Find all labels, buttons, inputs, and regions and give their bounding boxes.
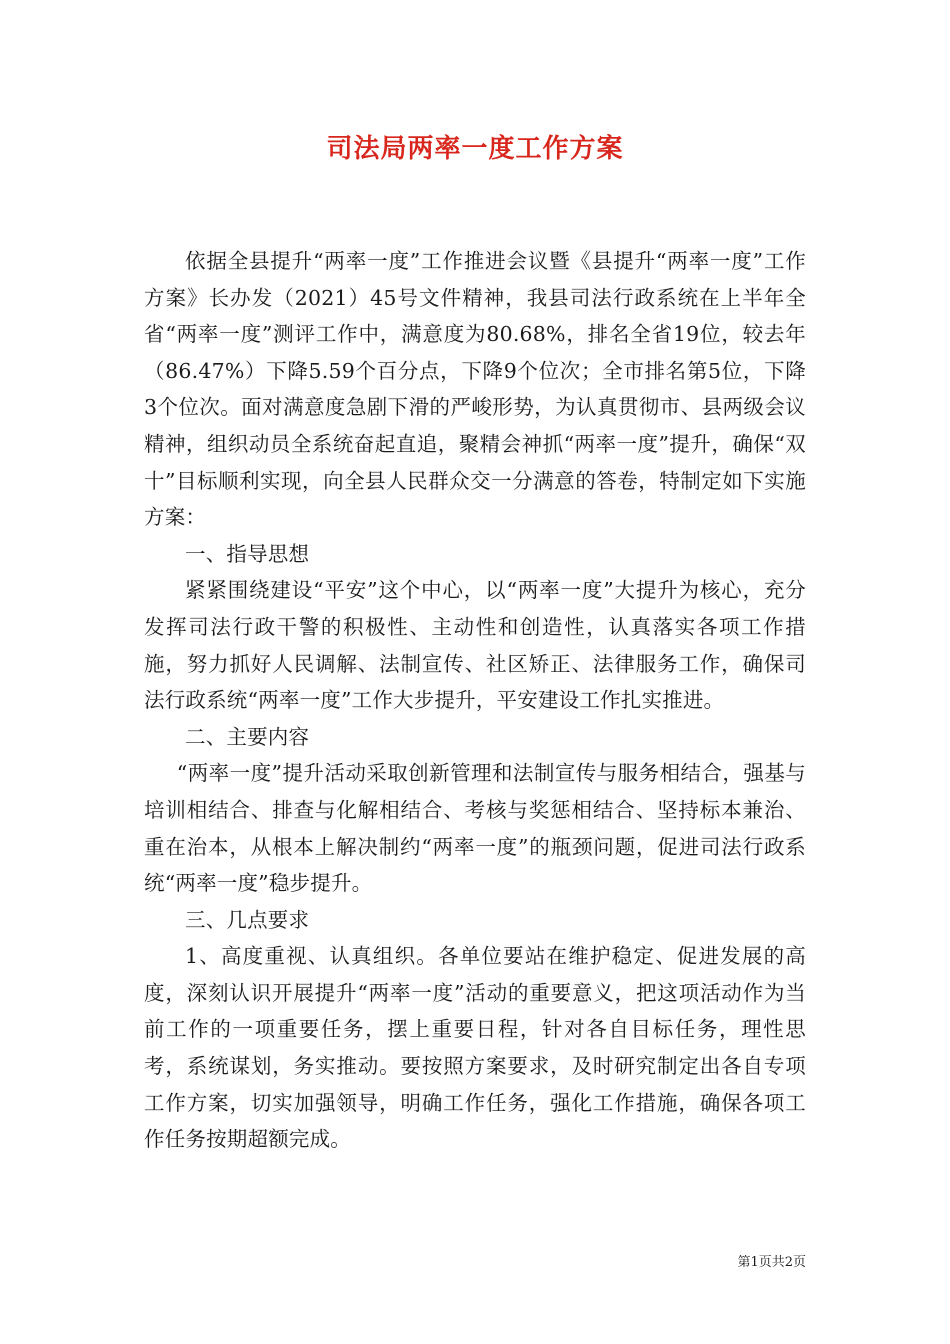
intro-paragraph: 依据全县提升“两率一度”工作推进会议暨《县提升“两率一度”工作方案》长办发（2021）45号文件精神，我县司法行政系统在上半年全省“两率一度”测评工作中，满意度为80.68%，排名全省19位，较去年（86.47%）下降5.59个百分点，下降9个位次；全市排名第5位，下降3个位次。面对满意度急剧下滑的严峻形势，为认真贯彻市、县两级会议精神，组织动员全系统奋起直追，聚精会神抓“两率一度”提升，确保“双十”目标顺利实现，向全县人民群众交一分满意的答卷，特制定如下实施方案： [144,249,806,530]
main-content-paragraph: “两率一度”提升活动采取创新管理和法制宣传与服务相结合，强基与培训相结合、排查与化解相结合、考核与奖惩相结合、坚持标本兼治、重在治本，从根本上解决制约“两率一度”的瓶颈问题，促进司法行政系统“两率一度”稳步提升。 [144,761,806,896]
section-heading-main-content: 二、主要内容 [185,724,310,749]
section-heading-requirements: 三、几点要求 [185,907,310,932]
document-body [144,243,806,1158]
page-title: 司法局两率一度工作方案 [326,134,624,164]
guiding-ideology-paragraph: 紧紧围绕建设“平安”这个中心，以“两率一度”大提升为核心，充分发挥司法行政干警的积极性、主动性和创造性，认真落实各项工作措施，努力抓好人民调解、法制宣传、社区矫正、法律服务工作，确保司法行政系统“两率一度”工作大步提升，平安建设工作扎实推进。 [144,578,806,713]
section-heading-guiding-ideology: 一、指导思想 [185,541,310,566]
page-number: 第1页共2页 [737,1255,806,1270]
requirement-1-paragraph: 1、高度重视、认真组织。各单位要站在维护稳定、促进发展的高度，深刻认识开展提升“两率一度”活动的重要意义，把这项活动作为当前工作的一项重要任务，摆上重要日程，针对各自目标任务，理性思考，系统谋划，务实推动。要按照方案要求，及时研究制定出各自专项工作方案，切实加强领导，明确工作任务，强化工作措施，确保各项工作任务按期超额完成。 [144,944,806,1152]
